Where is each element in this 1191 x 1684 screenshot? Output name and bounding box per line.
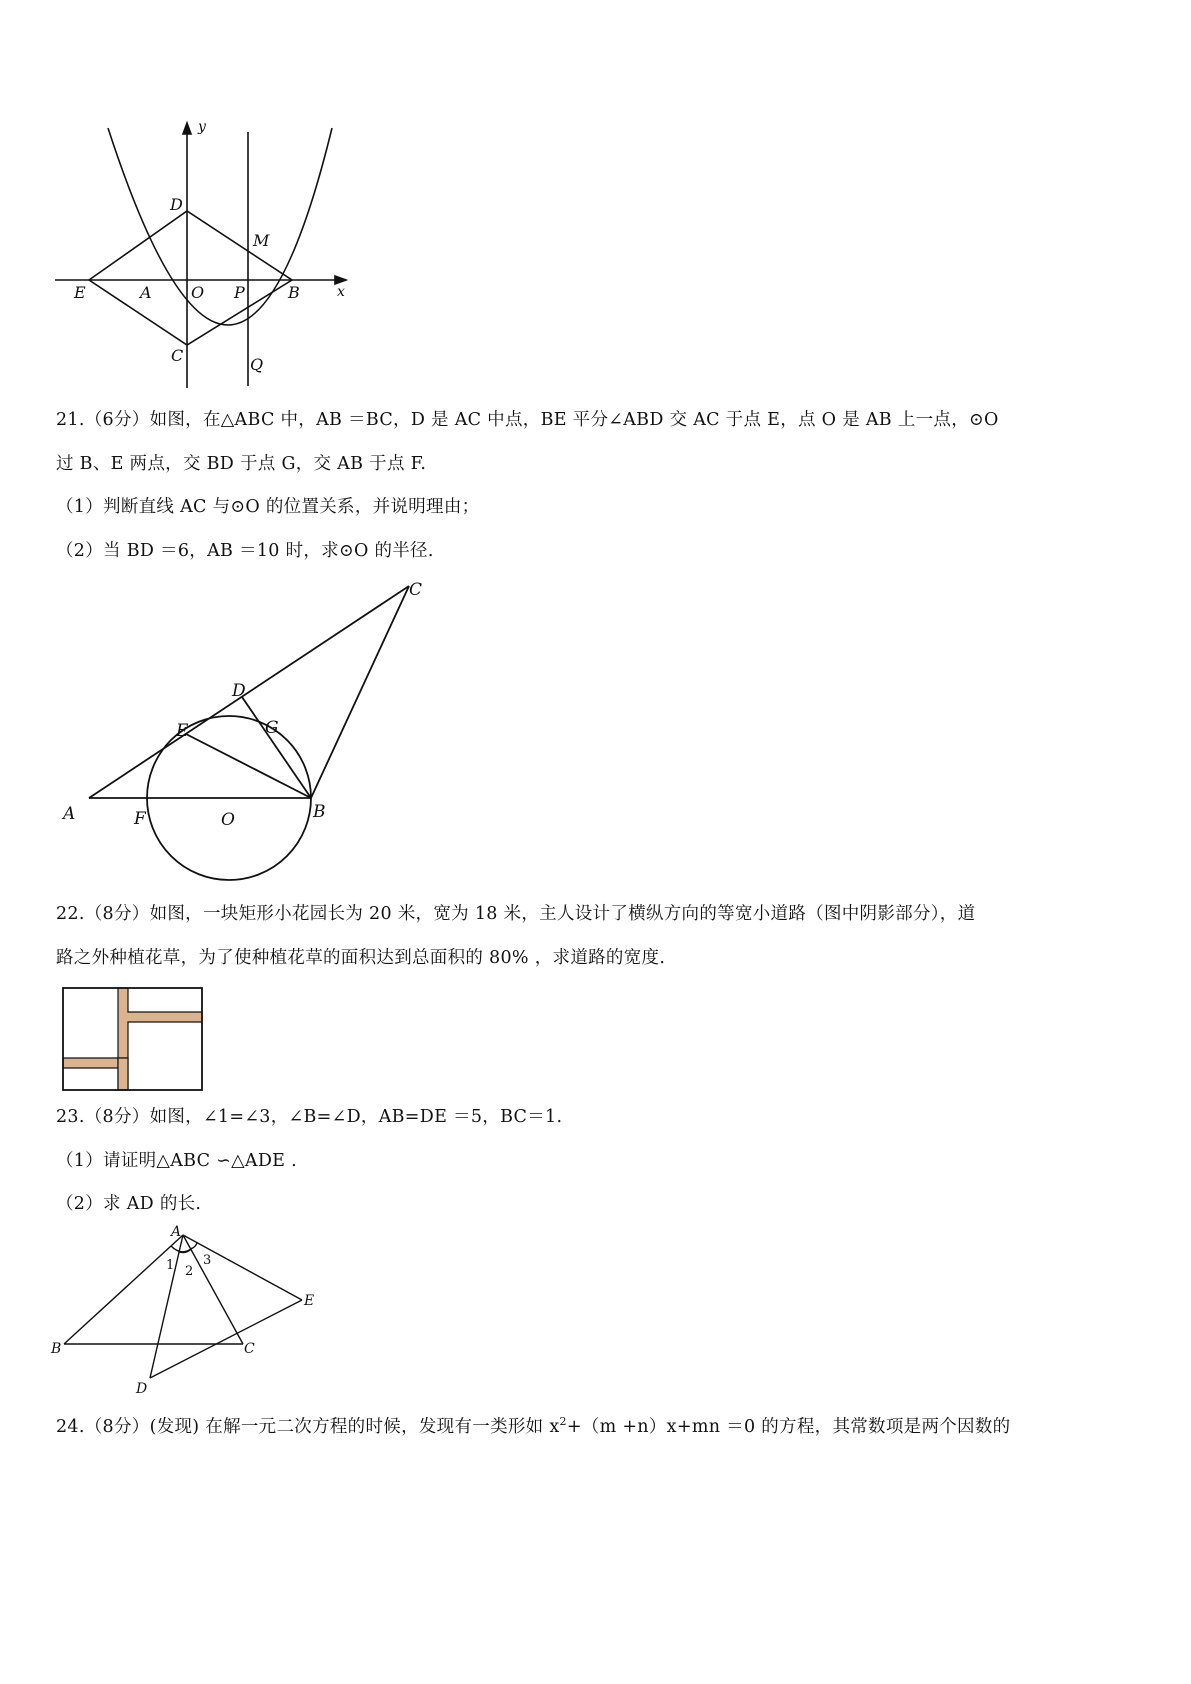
- garden-road-figure: [60, 985, 206, 1093]
- q21-line2: 过 B、E 两点，交 BD 于点 G，交 AB 于点 F.: [56, 454, 427, 474]
- point-label-e: E: [74, 283, 86, 302]
- point-label-o: O: [191, 283, 205, 302]
- point-label-c: C: [244, 1341, 255, 1357]
- point-label-a: A: [171, 1224, 182, 1240]
- angle-label-2: 2: [185, 1264, 194, 1279]
- x-axis-arrow-icon: [335, 276, 346, 284]
- point-label-e: E: [176, 721, 189, 741]
- segment-eb: [186, 734, 311, 798]
- q23-line1: 23.（8分）如图，∠1=∠3，∠B=∠D，AB=DE ＝5，BC＝1.: [56, 1107, 563, 1127]
- y-axis-label: y: [198, 119, 206, 135]
- point-label-o: O: [221, 810, 235, 830]
- point-label-q: Q: [250, 355, 264, 374]
- angle-label-1: 1: [166, 1258, 175, 1273]
- q21-part2: （2）当 BD ＝6，AB ＝10 时，求⊙O 的半径.: [56, 541, 434, 561]
- point-label-b: B: [313, 802, 326, 822]
- point-label-m: M: [253, 231, 270, 250]
- similar-triangles-figure: [45, 1222, 335, 1402]
- point-label-g: G: [265, 718, 279, 738]
- point-label-d: D: [232, 681, 246, 701]
- y-axis-arrow-icon: [183, 123, 191, 134]
- angle-label-3: 3: [203, 1253, 212, 1268]
- point-label-d: D: [136, 1381, 148, 1397]
- point-label-b: B: [288, 283, 300, 302]
- point-label-a: A: [140, 283, 152, 302]
- garden-rectangle: [63, 988, 202, 1090]
- segment-db: [242, 697, 311, 798]
- q24-text-a: 24.（8分）(发现) 在解一元二次方程的时候，发现有一类形如 x: [56, 1416, 560, 1437]
- point-label-p: P: [234, 283, 245, 302]
- q24-line1: [56, 1410, 1010, 1439]
- circle-triangle-figure: [55, 575, 435, 875]
- parabola-figure: [50, 118, 360, 393]
- x-axis-label: x: [337, 284, 345, 300]
- point-label-f: F: [134, 809, 146, 829]
- point-label-d: D: [170, 195, 183, 214]
- segment-ad: [150, 1235, 183, 1378]
- q23-part2: （2）求 AD 的长.: [56, 1194, 202, 1214]
- q21-part1: （1）判断直线 AC 与⊙O 的位置关系，并说明理由；: [56, 497, 480, 517]
- point-label-b: B: [51, 1341, 62, 1357]
- point-label-e: E: [304, 1293, 315, 1309]
- q22-line2: 路之外种植花草，为了使种植花草的面积达到总面积的 80% ，求道路的宽度.: [56, 948, 666, 968]
- point-label-c: C: [409, 580, 423, 600]
- q23-part1: （1）请证明△ABC ∽△ADE .: [56, 1151, 297, 1171]
- point-label-a: A: [63, 804, 76, 824]
- segment-ab: [64, 1235, 183, 1344]
- q24-text-b: +（m +n）x+mn ＝0 的方程，其常数项是两个因数的: [566, 1416, 1011, 1437]
- q21-line1: 21.（6分）如图，在△ABC 中，AB ＝BC，D 是 AC 中点，BE 平分∠ABD 交 AC 于点 E，点 O 是 AB 上一点，⊙O: [56, 410, 999, 430]
- q24-superscript: 2: [559, 1415, 567, 1428]
- road-vertical-and-top: [118, 988, 202, 1058]
- road-vertical-lower: [118, 1058, 128, 1090]
- q22-line1: 22.（8分）如图，一块矩形小花园长为 20 米，宽为 18 米，主人设计了横纵方向的等宽小道路（图中阴影部分），道: [56, 904, 976, 924]
- point-label-c: C: [171, 346, 184, 365]
- angle-arc-3: [191, 1242, 197, 1249]
